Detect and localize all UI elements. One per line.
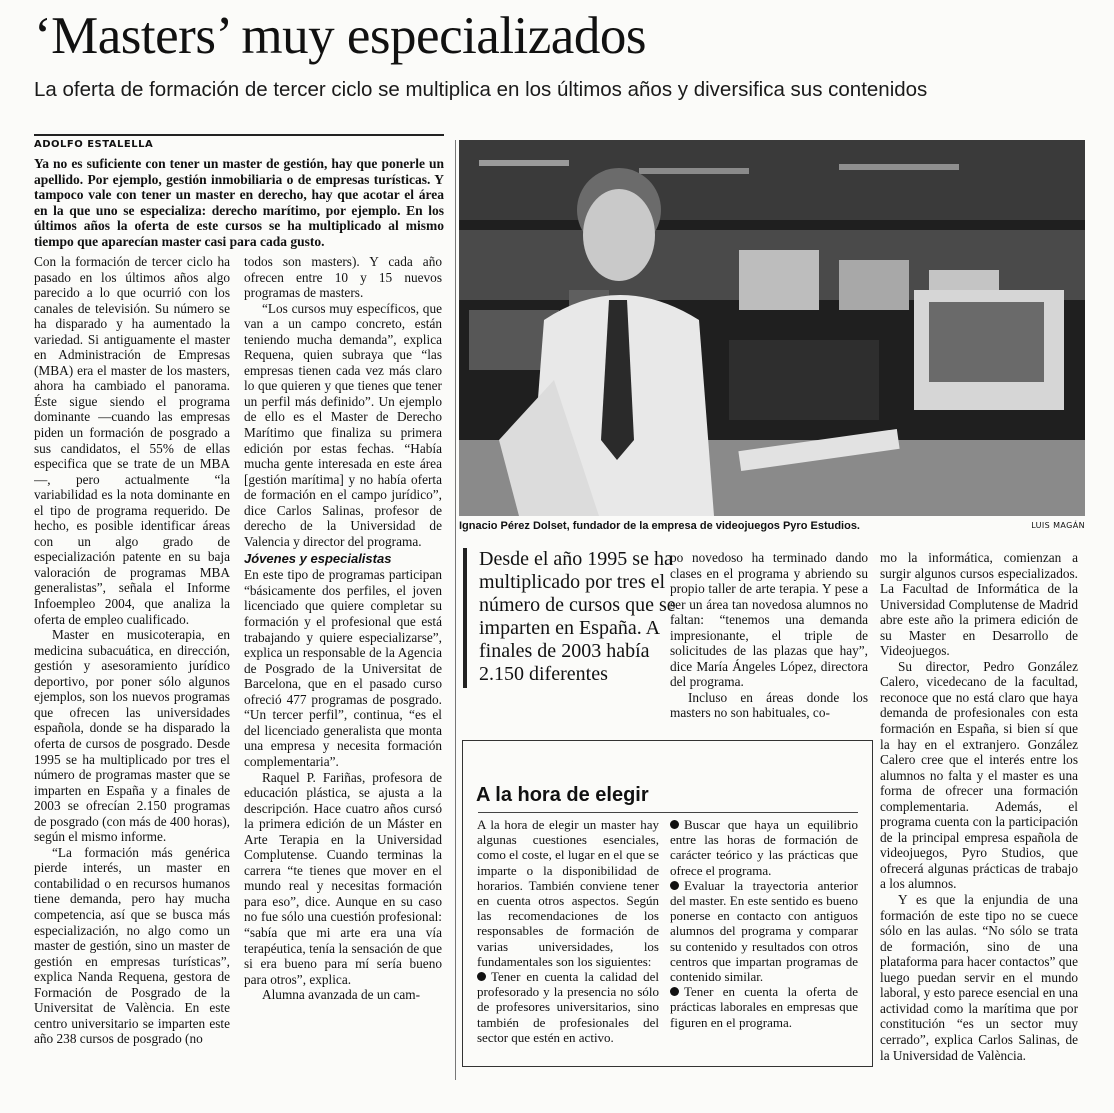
article-column-4 <box>670 550 868 725</box>
bullet-icon <box>477 972 486 981</box>
sidebar-rule <box>478 812 858 813</box>
lead-paragraph: Ya no es suficiente con tener un master de gestión, hay que ponerle un apellido. Por ejemplo, gestión inmobiliaria o de empresas turísticas. Y tampoco vale con tener un master en derecho, hay que acotar el área en la que uno se especializa: derecho marítimo, por ejemplo. En los últimos años la oferta de este cursos se ha multiplicado al mismo tiempo que aparecían master casi para cada gusto. <box>34 156 444 249</box>
sidebar-item: Tener en cuenta la calidad del profesorado y la presencia no sólo de profesores universitarios, sino también de profesionales del sector que estén en activo. <box>477 969 659 1045</box>
article-photo <box>459 140 1085 516</box>
section-subhead: Jóvenes y especialistas <box>244 551 392 567</box>
paragraph: “La formación más genérica pierde interés, un master en contabilidad o en recursos humanos tiene demanda, pero hay mucha competencia, así que se busca más especialización, no algo como un master de gestión, sino un master de gestión en empresas turísticas”, explica Nanda Requena, gestora de Formación de Posgrado de la Universitat de València. En este centro universitario se imparten este año 238 cursos de posgrado (no <box>34 844 230 1047</box>
column-divider <box>455 140 456 1080</box>
paragraph: En este tipo de programas participan “básicamente dos perfiles, el joven licenciado que quiere completar su formación y el profesional que está trabajando y quiere especializarse”, explica un responsable de la Agencia de Posgrado de la Universitat de Barcelona, que en el pasado curso ofreció 477 programas de posgrado. “Un tercer perfil”, continua, “es el del licenciado generalista que monta una empresa y necesita formación complementaria”. <box>244 567 442 769</box>
paragraph: “Los cursos muy específicos, que van a un campo concreto, están teniendo mucha demanda”, explica Requena, quien subraya que “las empresas tienen cada vez más claro lo que quieren y que tienes que tener un perfil más definido”. Un ejemplo de ello es el Master de Derecho Marítimo que finaliza su primera edición por estas fechas. “Había mucha gente interesada en este área [gestión marítima] y no había oferta de formación en el campo jurídico”, dice Carlos Salinas, profesor de derecho de la Universidad de Valencia y director del programa. <box>244 300 442 549</box>
paragraph: Master en musicoterapia, en medicina subacuática, en dirección, gestión y asesoramiento jurídico deportivo, por poner sólo algunos ejemplos, son los nuevos programas que ofrecen las universidades española, donde se ha disparado la oferta de cursos de posgrado. Desde 1995 se ha multiplicado por tres el número de programas master que se imparten en España y a finales de 2003 se ofrecían 2.150 programas de posgrado (con más de 400 horas), según el mismo informe. <box>34 627 230 845</box>
paragraph: Incluso en áreas donde los masters no son habituales, co- <box>670 689 868 721</box>
sidebar-item: Evaluar la trayectoria anterior del master. En este sentido es bueno ponerse en contacto con antiguos alumnos del programa y comparar su contenido y resultados con otros centros que impartan programas de contenido similar. <box>670 877 858 985</box>
sidebar-item: Tener en cuenta la oferta de prácticas laborales en empresas que figuren en el programa. <box>670 984 858 1030</box>
byline: ADOLFO ESTALELLA <box>34 134 444 150</box>
sidebar-item: Buscar que haya un equilibrio entre las horas de formación de carácter teórico y las prácticas que ofrece el programa. <box>670 817 858 878</box>
paragraph: Alumna avanzada de un cam- <box>262 987 421 1003</box>
paragraph: Su director, Pedro González Calero, vicedecano de la facultad, reconoce que no está claro que haya demanda de profesionales con esta formación en España, si bien sí que la hay en el extranjero. González Calero cree que el interés entre los alumnos no falta y el master es una forma de ofrecer una formación complementaria. Además, el programa cuenta con la participación de la principal empresa española de videojuegos, Pyro Studios, que ofrecerá algunas prácticas de trabajo a los alumnos. <box>880 658 1078 892</box>
paragraph: Y es que la enjundia de una formación de este tipo no se cuece sólo en las aulas. “No sólo se trata de formación, sino de una plataforma para hacer contactos” que luego puedan servir en el mundo laboral, y esto parece esencial en una actividad como la marítima que por constitución “es un sector muy cerrado”, explica Carlos Salinas, de la Universidad de València. <box>880 892 1078 1063</box>
bullet-icon <box>670 987 679 996</box>
bullet-icon <box>670 881 679 890</box>
paragraph: Raquel P. Fariñas, profesora de educación plástica, se ajusta a la descripción. Hace cuatro años cursó la primera edición de un Máster en Arte Terapia en la Universidad Complutense. Cuando terminas la carrera “te tienes que mover en el mundo real y necesitas formación para eso”, dice. Aunque en su caso no fue sólo una cuestión profesional: “sabía que mi arte era una vía terapéutica, tenía la sensación de que si era bueno para mí sería bueno para otros”, explica. <box>244 769 442 987</box>
bullet-icon <box>670 820 679 829</box>
article-column-5 <box>880 550 1078 1070</box>
paragraph: todos son masters). Y cada año ofrecen entre 10 y 15 nuevos programas de masters. <box>244 254 442 301</box>
sidebar-intro: A la hora de elegir un master hay algunas cuestiones esenciales, como el coste, el lugar en el que se imparte o la disponibilidad de horarios. También conviene tener en cuenta otros aspectos. Según las recomendaciones de los responsables de formación de varias universidades, los fundamentales son los siguientes: <box>477 817 659 969</box>
paragraph: mo la informática, comienzan a surgir algunos cursos especializados. La Facultad de Informática de la Universidad Complutense de Madrid abre este año la primera edición de su Master en Desarrollo de Videojuegos. <box>880 550 1078 659</box>
article-column-2 <box>244 254 442 1094</box>
article-column-1 <box>34 254 230 1094</box>
paragraph: Con la formación de tercer ciclo ha pasado en los últimos años algo parecido a lo que ocurrió con los canales de televisión. Su número se ha disparado y ha aumentado la variedad. Si antiguamente el master en Administración de Empresas (MBA) era el master de los masters, ahora ha cambiado el panorama. Éste sigue siendo el programa dominante —cuando las empresas piden un formación de posgrado a sus candidatos, el 55% de ellas especifica que se trate de un MBA—, pero actualmente “la variabilidad es la nota dominante en el tipo de programa requerido. De hecho, es posible identificar áreas con un algo grado de especialización patente en su baja valoración de programas MBA generalistas”, señala el Informe Infoempleo 2004, que analiza la oferta de empleo cualificado. <box>34 254 230 627</box>
paragraph: po novedoso ha terminado dando clases en el programa y abriendo su propio taller de arte terapia. Y pese a ser un área tan novedosa alumnos no faltan: “tenemos una demanda impresionante, el triple de solicitudes de las plazas que hay”, dice María Ángeles López, directora del programa. <box>670 550 868 690</box>
office-photo-illustration <box>459 140 1085 516</box>
sidebar-column-2 <box>670 817 858 1062</box>
photo-credit: LUIS MAGÁN <box>1031 521 1085 530</box>
sidebar-title: A la hora de elegir <box>476 784 649 806</box>
photo-caption: Ignacio Pérez Dolset, fundador de la empresa de videojuegos Pyro Estudios. <box>459 520 860 532</box>
pull-quote: Desde el año 1995 se ha multiplicado por tres el número de cursos que se imparten en España. A finales de 2003 había 2.150 diferentes <box>463 548 679 688</box>
headline: ‘Masters’ muy especializados <box>34 7 646 65</box>
sidebar-column-1 <box>477 817 659 1062</box>
subheadline: La oferta de formación de tercer ciclo se multiplica en los últimos años y diversifica sus contenidos <box>34 78 928 101</box>
